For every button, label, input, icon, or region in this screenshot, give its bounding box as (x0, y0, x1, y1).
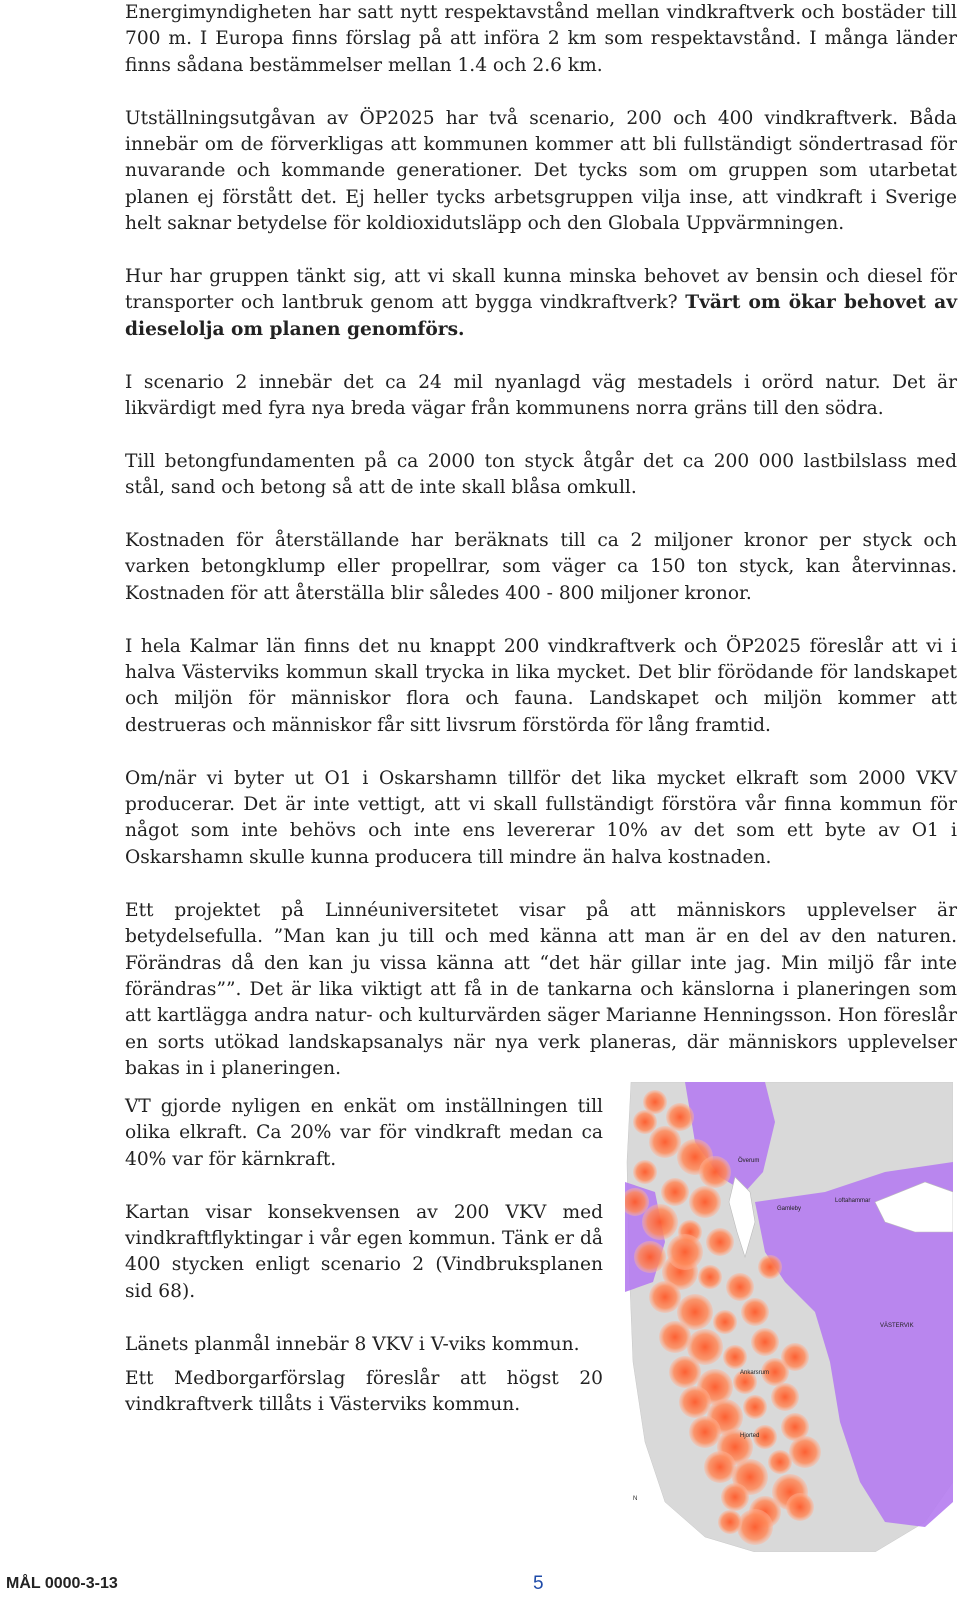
map-label-ankarsrum: Ankarsrum (740, 1370, 770, 1376)
turbine-cluster (667, 1234, 703, 1270)
map-svg (625, 1082, 953, 1552)
turbine-cluster (726, 1273, 754, 1301)
turbine-cluster (633, 1110, 657, 1134)
turbine-cluster (649, 1281, 681, 1313)
turbine-cluster (659, 1321, 691, 1353)
side-text (125, 1094, 603, 1445)
turbine-cluster (721, 1483, 749, 1511)
map-label-vastervik: VÄSTERVIK (880, 1323, 914, 1329)
footer-code: MÅL 0000-3-13 (6, 1575, 118, 1592)
turbine-cluster (723, 1345, 747, 1369)
side-kartan: Kartan visar konsekvensen av 200 VKV med vindkraftflyktingar i vår egen kommun. Tänk er då 400 stycken enligt scenario 2 (Vindbruksplanen sid 68). (125, 1201, 603, 1302)
side-enkat: VT gjorde nyligen en enkät om inställningen till olika elkraft. Ca 20% var för vindkraft medan ca 40% var för kärnkraft. (125, 1096, 603, 1170)
paragraph-diesel (125, 264, 957, 343)
turbine-cluster (781, 1343, 809, 1371)
map-label-gamleby: Gamleby (777, 1206, 802, 1212)
side-medborgarforslag: Ett Medborgarförslag föreslår att högst 20 vindkraftverk tillåts i Västerviks kommun. (125, 1368, 603, 1416)
turbine-cluster (699, 1156, 731, 1188)
turbine-cluster (669, 1356, 701, 1388)
paragraph-vag: I scenario 2 innebär det ca 24 mil nyanlagd väg mestadels i orörd natur. Det är likvärdigt med fyra nya breda vägar från kommunens norra gräns till den södra. (125, 371, 957, 420)
wind-turbine-map (625, 1082, 953, 1552)
turbine-cluster (718, 1510, 742, 1534)
turbine-cluster (768, 1450, 792, 1474)
turbine-cluster (704, 1451, 736, 1483)
turbine-cluster (771, 1383, 799, 1411)
main-text (125, 0, 957, 1109)
paragraph-diesel-bold: Tvärt om ökar behovet av dieselolja om planen genomförs. (125, 292, 957, 340)
turbine-cluster (758, 1255, 782, 1279)
turbine-cluster (743, 1395, 767, 1419)
side-planmal: Länets planmål innebär 8 VKV i V-viks kommun. (125, 1333, 580, 1355)
turbine-cluster (789, 1436, 821, 1468)
map-label-loftahammar: Loftahammar (835, 1198, 871, 1204)
turbine-cluster (689, 1416, 721, 1448)
map-north-arrow: N (633, 1496, 638, 1502)
turbine-cluster (634, 1241, 666, 1273)
paragraph-linne: Ett projektet på Linnéuniversitetet visar på att människors upplevelser är betydelsefulla. ”Man kan ju till och med känna att man är en del av den naturen. Förändras då den kan ju vissa känna att “det här gillar inte jag. Min miljö får inte förändras””. Det är lika viktigt att få in de tankarna och känslorna i planeringen som att kartlägga andra natur- och kulturvärden säger Marianne Henningsson. Hon föreslår en sorts utökad landskapsanalys när nya verk planeras, där människors upplevelser bakas in i planeringen. (125, 899, 957, 1080)
paragraph-kostnad: Kostnaden för återställande har beräknats till ca 2 miljoner kronor per styck och varken betongklump eller propellrar, som väger ca 150 ton styck, kan återvinnas. Kostnaden för att återställa blir således 400 - 800 miljoner kronor. (125, 530, 957, 604)
turbine-cluster (751, 1328, 779, 1356)
paragraph-scenario: Utställningsutgåvan av ÖP2025 har två scenario, 200 och 400 vindkraftverk. Båda innebär om de förverkligas att kommunen kommer att bli fullständigt söndertrasad för nuvarande och kommande generationer. Det tycks som om gruppen som utarbetat planen ej förstått det. Ej heller tycks arbetsgruppen vilja inse, att vindkraft i Sverige helt saknar betydelse för koldioxidutsläpp och den Globala Uppvärmningen. (125, 107, 957, 235)
paragraph-betong: Till betongfundamenten på ca 2000 ton styck åtgår det ca 200 000 lastbilslass med stål, sand och betong så att de inte skall blåsa omkull. (125, 450, 957, 499)
turbine-cluster (737, 1509, 773, 1545)
turbine-cluster (689, 1186, 721, 1218)
turbine-cluster (666, 1103, 694, 1131)
turbine-cluster (649, 1126, 681, 1158)
map-label-hjorted: Hjorted (740, 1433, 760, 1439)
turbine-cluster (679, 1386, 711, 1418)
paragraph-diesel-text: Hur har gruppen tänkt sig, att vi skall kunna minska behovet av bensin och diesel för transporter och lantbruk genom att bygga vindkraftverk? (125, 266, 957, 314)
map-label-overum: Överum (738, 1158, 760, 1164)
paragraph-oskarshamn: Om/när vi byter ut O1 i Oskarshamn tillför det lika mycket elkraft som 2000 VKV producerar. Det är inte vettigt, att vi skall fullständigt förstöra vår finna kommun för något som inte behövs och inte ens levererar 10% av det som ett byte av O1 i Oskarshamn skulle kunna producera till mindre än halva kostnaden. (125, 767, 957, 868)
turbine-cluster (661, 1178, 689, 1206)
turbine-cluster (642, 1204, 678, 1240)
paragraph-kalmar: I hela Kalmar län finns det nu knappt 200 vindkraftverk och ÖP2025 föreslår att vi i halva Västerviks kommun skall trycka in lika mycket. Det blir förödande för landskapet och miljön för människor flora och fauna. Landskapet och miljön kommer att destrueras och människor får sitt livsrum förstörda för lång framtid. (125, 635, 957, 736)
turbine-cluster (713, 1310, 737, 1334)
turbine-cluster (786, 1493, 814, 1521)
page-number: 5 (533, 1573, 544, 1594)
turbine-cluster (698, 1265, 722, 1289)
paragraph-respektavstand: Energimyndigheten har satt nytt respektavstånd mellan vindkraftverk och bostäder till 700 m. I Europa finns förslag på att införa 2 km som respektavstånd. I många länder finns sådana bestämmelser mellan 1.4 och 2.6 km. (125, 2, 957, 76)
turbine-cluster (741, 1298, 769, 1326)
turbine-cluster (633, 1160, 657, 1184)
turbine-cluster (706, 1228, 734, 1256)
